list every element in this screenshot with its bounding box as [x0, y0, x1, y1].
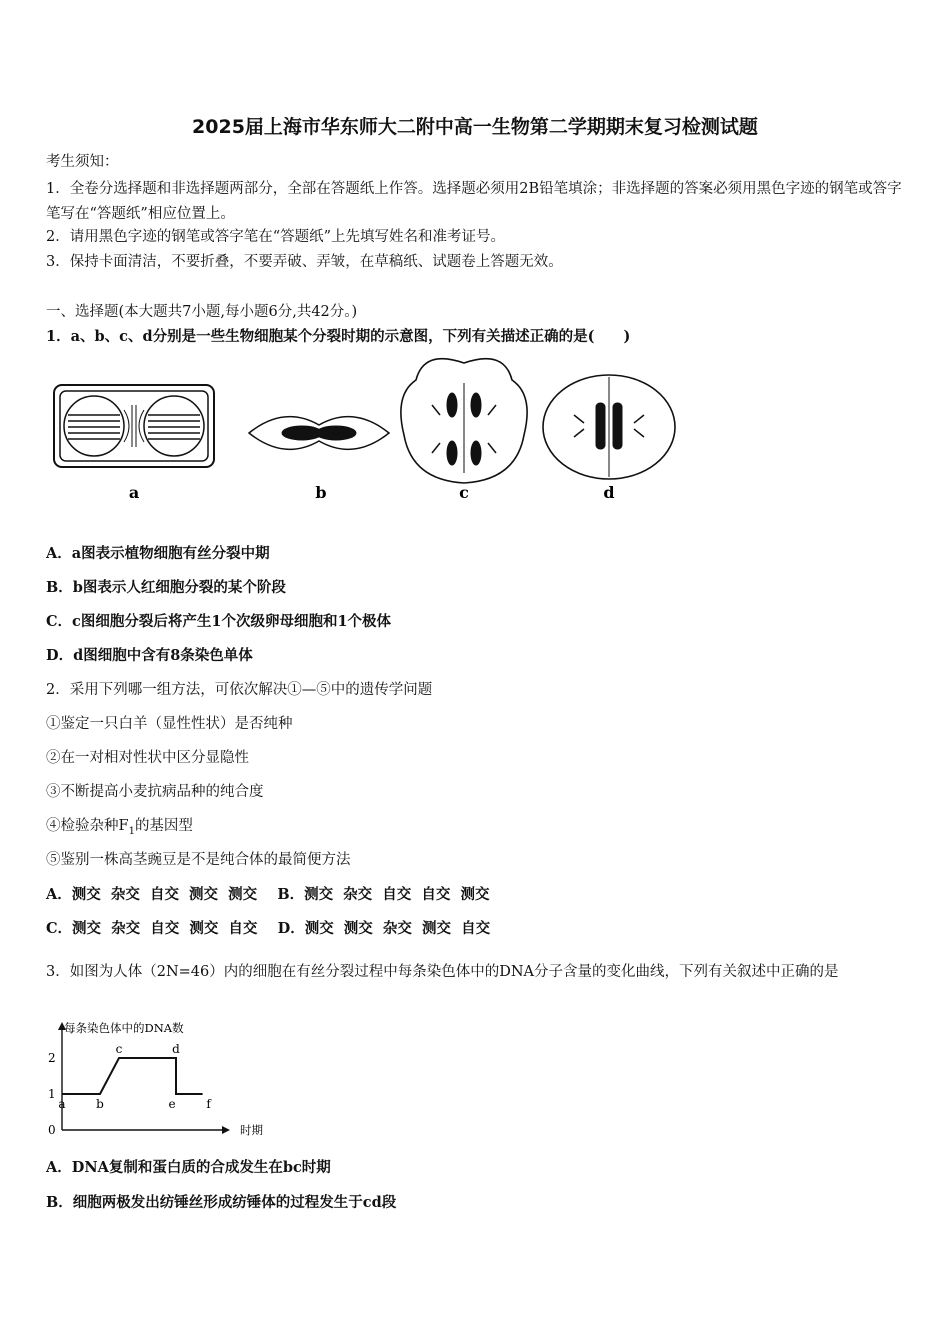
figure-label-b: b — [315, 483, 327, 502]
point-label-a: a — [58, 1097, 66, 1111]
cell-b — [249, 417, 389, 450]
y-axis-label: 每条染色体中的DNA数 — [64, 1021, 184, 1035]
q1-option-b[interactable]: B．b图表示人红细胞分裂的某个阶段 — [46, 579, 286, 596]
q1-figure — [44, 355, 694, 515]
q2-options-row-1[interactable]: A．测交 杂交 自交 测交 测交 B．测交 杂交 自交 自交 测交 — [46, 886, 490, 903]
x-axis-arrow — [222, 1126, 230, 1134]
x-axis-label: 时期 — [240, 1123, 263, 1137]
q1-option-c[interactable]: C．c图细胞分裂后将产生1个次级卵母细胞和1个极体 — [46, 613, 392, 630]
y-tick-label: 1 — [48, 1087, 56, 1101]
y-tick-label: 0 — [48, 1123, 56, 1137]
figure-label-a: a — [128, 483, 140, 502]
q1-stem: 1．a、b、c、d分别是一些生物细胞某个分裂时期的示意图，下列有关描述正确的是( ) — [46, 328, 631, 345]
q3-stem: 3．如图为人体（2N=46）内的细胞在有丝分裂过程中每条染色体中的DNA分子含量的变化曲线，下列有关叙述中正确的是 — [46, 964, 839, 980]
cell-c — [401, 359, 527, 483]
point-label-e: e — [168, 1097, 176, 1111]
cell-d — [543, 375, 675, 479]
q3-option-a[interactable]: A．DNA复制和蛋白质的合成发生在bc时期 — [46, 1159, 331, 1176]
point-label-c: c — [115, 1042, 123, 1056]
q1-option-d[interactable]: D．d图细胞中含有8条染色单体 — [46, 647, 253, 664]
section-heading: 一、选择题(本大题共7小题,每小题6分,共42分。) — [46, 304, 358, 320]
q2-item-4: ④检验杂种$F_1$的基因型 — [46, 818, 193, 837]
notice-item-3: 3．保持卡面清洁，不要折叠，不要弄破、弄皱，在草稿纸、试题卷上答题无效。 — [46, 254, 563, 270]
notice-item-1: 1．全卷分选择题和非选择题两部分，全部在答题纸上作答。选择题必须用2B铅笔填涂；非选择题的答案必须用黑色字迹的钢笔或答字笔写在“答题纸”相应位置上。 — [46, 181, 902, 222]
q2-item-1: ①鉴定一只白羊（显性性状）是否纯种 — [46, 716, 293, 732]
point-label-b: b — [96, 1097, 104, 1111]
page-title: 2025届上海市华东师大二附中高一生物第二学期期末复习检测试题 — [192, 116, 758, 138]
q1-option-a[interactable]: A．a图表示植物细胞有丝分裂中期 — [46, 545, 270, 562]
q3-chart — [44, 1018, 284, 1146]
point-label-d: d — [172, 1042, 180, 1056]
cell-a — [54, 385, 214, 467]
y-tick-label: 2 — [48, 1051, 56, 1065]
notice-item-2: 2．请用黑色字迹的钢笔或答字笔在“答题纸”上先填写姓名和准考证号。 — [46, 229, 506, 245]
dna-series-line — [62, 1058, 203, 1094]
q2-item-3: ③不断提高小麦抗病品种的纯合度 — [46, 784, 264, 800]
notice-heading: 考生须知： — [46, 154, 119, 170]
q2-stem: 2．采用下列哪一组方法，可依次解决①—⑤中的遗传学问题 — [46, 682, 433, 698]
figure-label-c: c — [459, 483, 469, 502]
q3-option-b[interactable]: B．细胞两极发出纺锤丝形成纺锤体的过程发生于cd段 — [46, 1194, 397, 1211]
q2-item-2: ②在一对相对性状中区分显隐性 — [46, 750, 249, 766]
point-label-f: f — [206, 1097, 211, 1111]
q2-item-5: ⑤鉴别一株高茎豌豆是不是纯合体的最简便方法 — [46, 852, 351, 868]
q2-options-row-2[interactable]: C．测交 杂交 自交 测交 自交 D．测交 测交 杂交 测交 自交 — [46, 920, 491, 937]
figure-label-d: d — [603, 483, 615, 502]
